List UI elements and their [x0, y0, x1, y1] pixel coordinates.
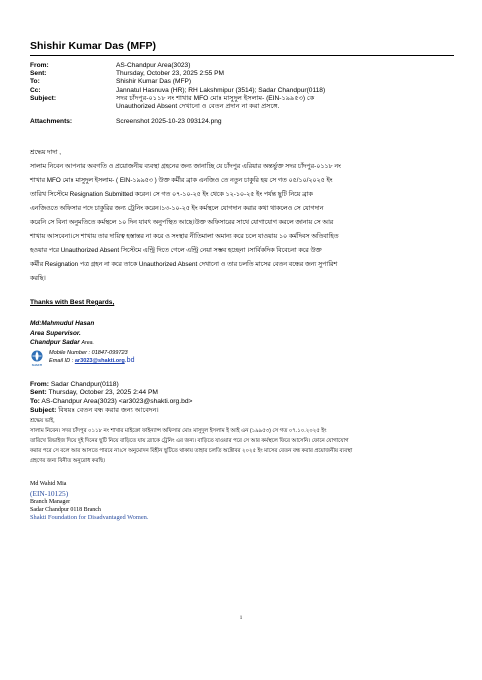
fwd-sent: Sent: Thursday, October 23, 2025 2:44 PM: [30, 389, 159, 397]
bm-role: Branch Manager: [30, 498, 71, 505]
body-line-1: সালাম নিবেন আপনার অবগতি ও প্রয়োজনীয় ব্যবস্থা গ্রহনের জন্য জানাচ্ছি যে চাঁদপুর এরিয়ার অন্তর্ভুক্ত সদর চাঁদপুর-০১১৮ নং: [30, 162, 341, 170]
body-line-7: হওয়ার পরে Unauthorized Absent সিস্টেমে এন্ট্রি দিতে গেলে এন্ট্রি নেয়া সম্ভব হচ্ছেনা ।সার্বিকদিক বিবেচনা করে উক্ত: [30, 246, 322, 254]
email-line: Email ID : ar3023@shakti.org.bd: [49, 356, 135, 364]
subject-line-2: Unauthorized Absent দেখানো ও বেতন প্রদান না করা প্রসঙ্গে.: [116, 103, 280, 111]
closing-line: Thanks with Best Regards,: [30, 298, 115, 306]
signer-name: Md:Mahmudul Hasan: [30, 320, 95, 328]
attachments-label: Attachments:: [30, 117, 73, 125]
email-body: [30, 146, 454, 286]
from-value: AS-Chandpur Area(3023): [116, 62, 191, 69]
bm-organization: Shakti Foundation for Disadvantaged Women.: [30, 514, 149, 522]
signer-area: Chandpur Sadar Area.: [30, 339, 94, 347]
bm-ein: (EIN-10125): [30, 488, 69, 498]
subject-label: Subject:: [30, 94, 57, 102]
email-document: [30, 40, 454, 523]
signature-block: [30, 298, 454, 367]
email-link[interactable]: ar3023@shakti.org: [74, 357, 125, 364]
from-label: From:: [30, 62, 49, 69]
sent-value: Thursday, October 23, 2025 2:55 PM: [116, 70, 225, 78]
subject-value: [116, 95, 454, 112]
contact-block: [30, 349, 454, 367]
attachment-file[interactable]: Screenshot 2025-10-23 093124.png: [116, 117, 222, 125]
sender-name: Shishir Kumar Das (MFP): [30, 40, 157, 52]
email-header: [30, 62, 454, 126]
fwd-line-1: সালাম নিবেন। সদর চাঁদপুর ০১১৮ নং শাখার মাইক্রো ফাইন্যান্স অফিসার মোঃ মাসুদুল ইসলাম ই আই এন (১৯৯৫৩) সে গত ০৭.১০.২০২৫ ইং: [30, 428, 327, 435]
body-line-4: এনজিওতে অফিসার পদে চাকুরির জন্য ট্রেনিং করেন।১৩-১০-২৫ ইং কর্মস্থলে যোগদান করার কথা থাকলেও সে যোগদান: [30, 204, 324, 212]
fwd-greeting: শ্রদ্ধেয় ভাই,: [30, 418, 55, 425]
body-line-2: শাখার MFO মোঃ মাসুদুল ইসলাম- ( EIN-১৯৯৫৩ ) উক্ত কর্মীর ব্রাক এনজিও তে নতুন চাকুরি হয় সে গত ০৫/১০/২০২৫ ইং: [30, 176, 333, 184]
mobile-number: Mobile Number : 01847-099723: [49, 349, 128, 356]
cc-value: Jannatul Hasnuva (HR); RH Lakshmipur (3514); Sadar Chandpur(0118): [116, 86, 326, 94]
bm-branch: Sadar Chandpur 0118 Branch: [30, 507, 101, 514]
body-greeting: শ্রদ্ধেয় দাদা ,: [30, 148, 61, 156]
shakti-logo-icon: [30, 349, 44, 367]
fwd-from: From: Sadar Chandpur(0118): [30, 380, 119, 388]
fwd-line-4: গ্রহণের জন্য বিনীত অনুরোধ করছি।: [30, 458, 106, 465]
forwarded-header: [30, 381, 454, 415]
cc-label: Cc:: [30, 86, 41, 94]
body-line-9: করছি।: [30, 274, 46, 282]
body-line-5: করেনি সে বিনা অনুমতিতে কর্মস্থলে ১০ দিন যাবৎ অনুপস্থিত আছে।উক্ত অফিসারের সাথে যোগাযোগ করলে জানায় সে আর: [30, 218, 334, 226]
forwarded-body: [30, 416, 454, 466]
subject-line-1: সদর চাঁদপুর-০১১৮ নং শাখার MFO মোঃ মাসুদুল ইসলাম- (EIN-১৯৯৫৩) কে: [116, 94, 315, 102]
branch-signature: [30, 480, 454, 523]
to-value: Shishir Kumar Das (MFP): [116, 78, 192, 86]
signer-title: Area Supervisor.: [30, 329, 81, 337]
fwd-subject: Subject: বিষয়ঃ বেতন বন্ধ করার জন্য আবেদন।: [30, 406, 159, 414]
to-label: To:: [30, 78, 40, 86]
body-line-8: কর্মীর Resignation পত্র গ্রহন না করে তাকে Unauthorized Absent দেখানো ও তার চলতি মাসের বেতন বন্ধের জন্য সুপারিশ: [30, 260, 338, 268]
body-line-6: শাখায় আসবেনা।সে শাখায় তার দায়িত্ব হস্তান্তর না করে ও সংস্থার নীতিমালা অমান্য করে চলে যাওয়ায় ১০ কর্মদিবস অতিবাহিত: [30, 232, 339, 240]
header-divider: [30, 55, 454, 56]
body-line-3: তারিখ সিস্টেমে Resignation Submitted করেন। সে গত ০৭-১০-২৫ ইং থেকে ১২-১০-২৫ ইং পর্যন্ত ছুটি নিয়ে ব্রাক: [30, 190, 313, 198]
fwd-line-3: করার পরে সে বলে আর আসতে পারবে না।সে অনুমোদন বিহীন ছুটিতে থাকায় তাহার চলতি অক্টোবর ২০২৫ ইং মাসের বেতন বন্ধ করার প্রয়োজনীয় ব্যবস্থা: [30, 448, 353, 455]
svg-text:SHAKTI: SHAKTI: [31, 362, 43, 367]
sent-label: Sent:: [30, 70, 47, 78]
fwd-line-2: তারিখে রিভাইজ দিয়ে দুই দিনের ছুটি নিয়ে বাড়িতে যায় ব্র্যাকে ট্রেনিং এর জন্য। বাড়িতে যাওয়ার পরে সে আর কর্মস্থলে ফিরে আসেনি। ফোনে যোগাযোগ: [30, 438, 349, 445]
fwd-to: To: AS-Chandpur Area(3023) <ar3023@shakti.org.bd>: [30, 398, 193, 406]
page-number: 1: [239, 616, 243, 621]
bm-name: Md Wahid Mia: [30, 481, 67, 488]
